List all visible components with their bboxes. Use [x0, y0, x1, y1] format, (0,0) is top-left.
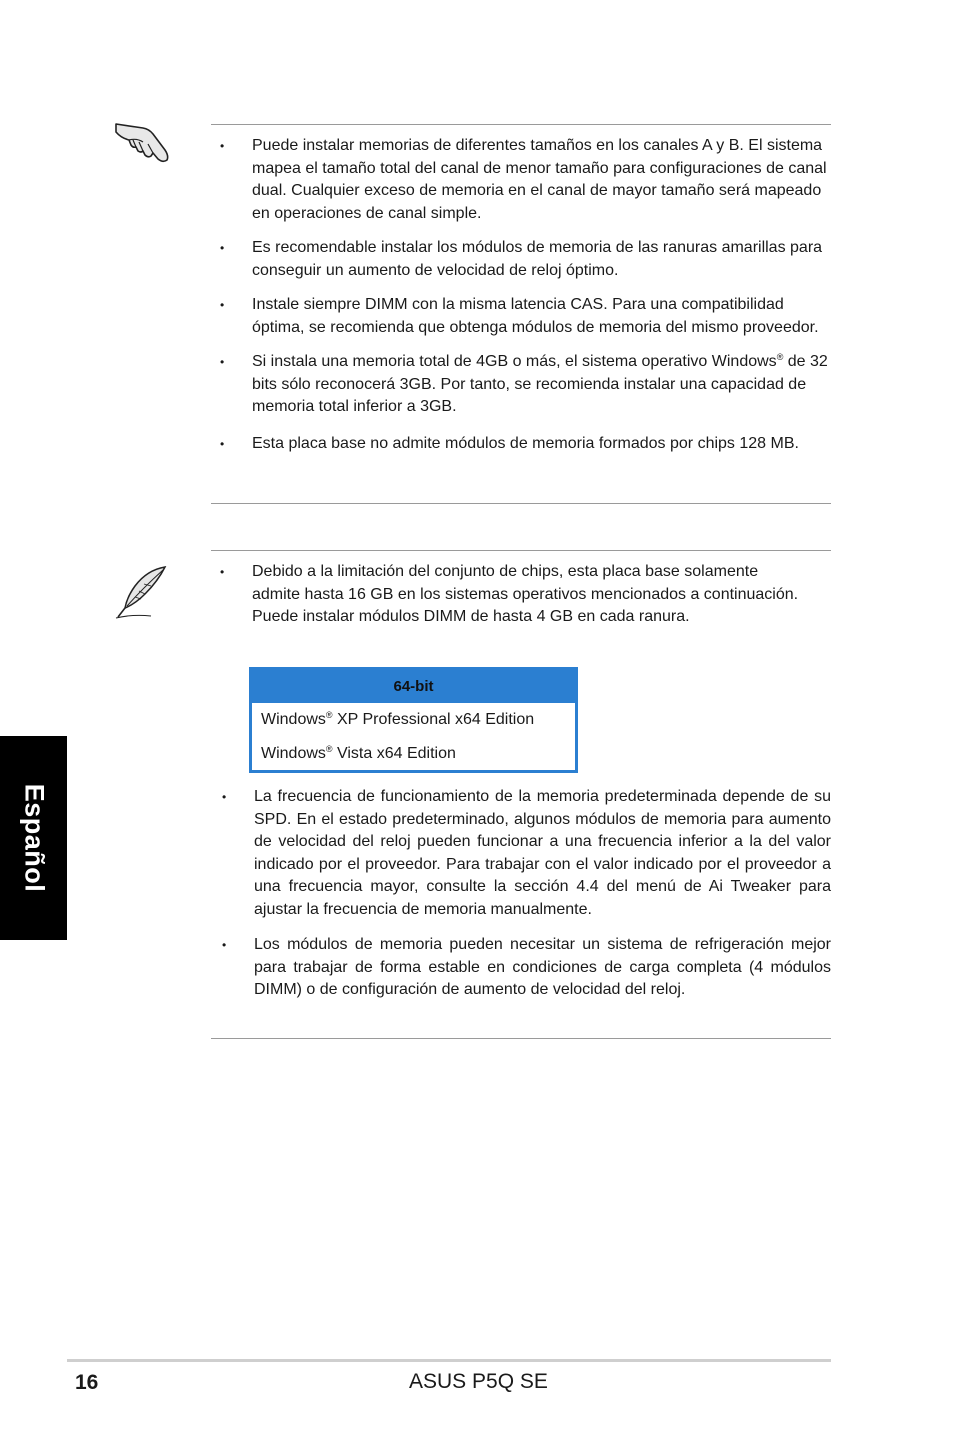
table-header: 64-bit [252, 670, 575, 703]
os-support-table [249, 667, 578, 773]
language-side-tab [0, 736, 67, 940]
table-row: Windows® Vista x64 Edition [261, 744, 456, 762]
tip-intro-list [212, 561, 832, 629]
footer-title: ASUS P5Q SE [409, 1370, 548, 1393]
list-item: • Esta placa base no admite módulos de memoria formados por chips 128 MB. [220, 434, 799, 452]
side-tab-label: Español [19, 783, 49, 893]
list-item: • Instale siempre DIMM con la misma latencia CAS. Para una compatibilidad óptima, se recomienda que obtenga módulos de memoria del mismo proveedor. [220, 296, 819, 336]
tip-list [214, 786, 831, 1002]
page-number: 16 [75, 1371, 99, 1394]
quill-pen-icon [113, 564, 169, 620]
tip-bottom-rule [211, 1038, 831, 1039]
note-top-rule [211, 124, 831, 125]
tip-top-rule [211, 550, 831, 551]
note-list [212, 135, 832, 455]
table-row: Windows® XP Professional x64 Edition [261, 710, 535, 728]
list-item: • Puede instalar memorias de diferentes tamaños en los canales A y B. El sistema mapea el tamaño total del canal de menor tamaño para configuraciones de canal dual. Cualquier exceso de memoria en el canal de mayor tamaño será mapeado en operaciones de canal simple. [220, 137, 827, 222]
list-item: • Si instala una memoria total de 4GB o más, el sistema operativo Windows® de 32 bits sólo reconocerá 3GB. Por tanto, se recomienda instalar una capacidad de memoria total inferior a 3GB. [220, 352, 828, 415]
footer-rule [67, 1359, 831, 1362]
list-item: • Los módulos de memoria pueden necesitar un sistema de refrigeración mejor para trabajar de forma estable en condiciones de carga completa (4 módulos DIMM) o de configuración de aumento de velocidad del reloj. [222, 936, 831, 998]
list-item: • La frecuencia de funcionamiento de la memoria predeterminada depende de su SPD. En el estado predeterminado, algunos módulos de memoria para aumento de velocidad del reloj pueden funcionar a una frecuencia inferior a la del valor indicado por el proveedor. Para trabajar con el valor indicado por el proveedor a una frecuencia mayor, consulte la sección 4.4 del menú de Ai Tweaker para ajustar la frecuencia de memoria manualmente. [222, 788, 831, 918]
hand-pointer-icon [113, 120, 177, 164]
list-item: • Es recomendable instalar los módulos de memoria de las ranuras amarillas para conseguir un aumento de velocidad de reloj óptimo. [220, 239, 823, 279]
list-item: • Debido a la limitación del conjunto de chips, esta placa base solamente admite hasta 16 GB en los sistemas operativos mencionados a continuación. Puede instalar módulos DIMM de hasta 4 GB en cada ranura. [220, 563, 799, 625]
note-bottom-rule [211, 503, 831, 504]
